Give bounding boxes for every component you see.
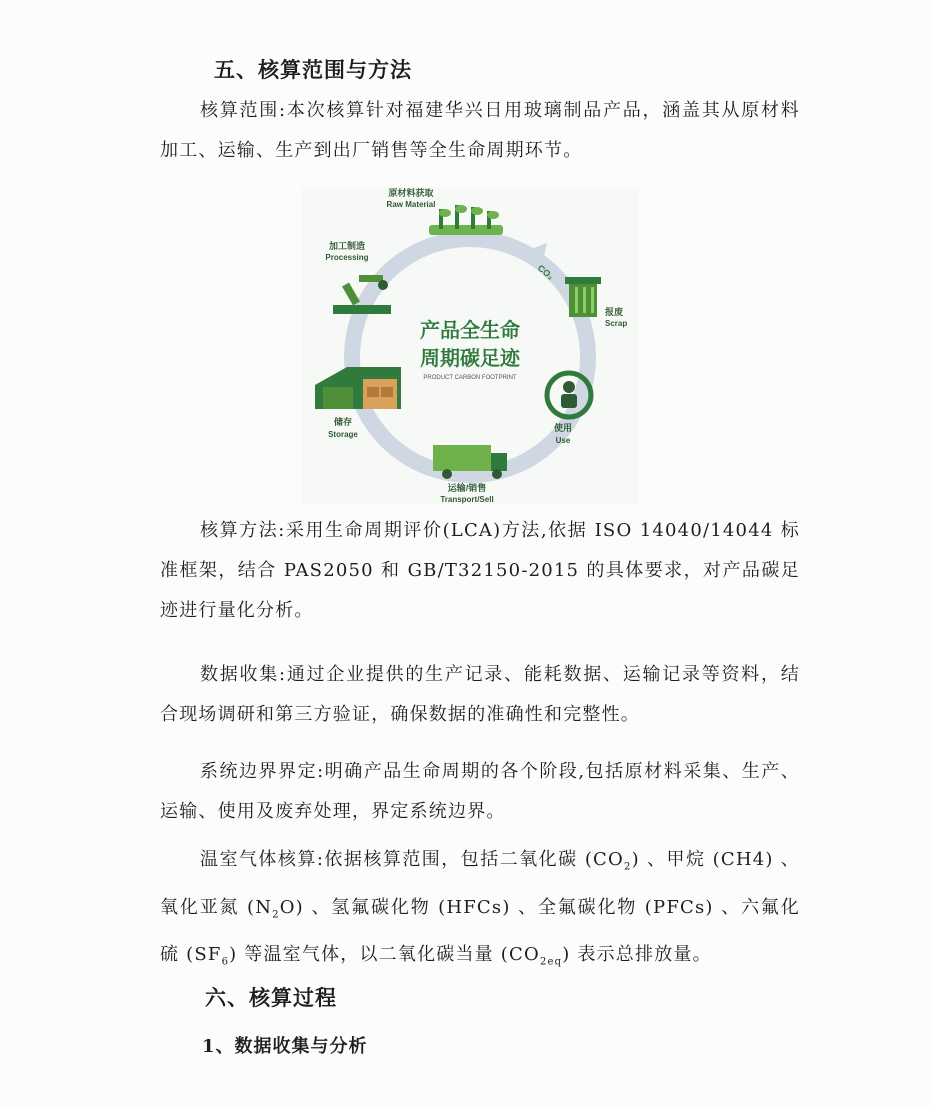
ghg-sub-2: 2 [272,909,280,921]
method-paragraph [160,511,800,631]
carbon-footprint-figure [301,187,639,505]
ghg-text-4: ) 等温室气体，以二氧化碳当量 (CO [229,944,540,966]
ghg-text-5: ) 表示总排放量。 [562,944,712,966]
co2-label: CO₂ [535,262,556,282]
ghg-text-3: O) 、氢氟碳化物 (HFCs) 、全氟碳化物 (PFCs) 、六氟化硫 (SF [160,896,800,966]
center-subtitle: PRODUCT CARBON FOOTPRINT [423,375,517,381]
plants-icon [429,205,503,235]
data-collection-paragraph [160,655,800,735]
scope-paragraph [160,91,800,171]
stage-raw-en: Raw Material [386,200,436,209]
warehouse-icon [315,367,401,409]
stage-raw-zh: 原材料获取 [388,188,434,198]
section-heading-6: 六、核算过程 [205,985,337,1010]
data-label: 数据收集: [200,664,287,685]
section-heading-5: 五、核算范围与方法 [214,57,412,82]
center-title-2: 周期碳足迹 [420,348,520,370]
stage-use-en: Use [555,436,571,445]
scope-text: 本次核算针对福建华兴日用玻璃制品产品，涵盖其从原材料加工、运输、生产到出厂销售等全生命周期环节。 [160,100,800,161]
method-text: 采用生命周期评价(LCA)方法,依据 ISO 14040/14044 标准框架，结合 PAS2050 和 GB/T32150-2015 的具体要求，对产品碳足迹进行量化分析。 [160,520,800,621]
stage-transport-zh: 运输/销售 [447,483,487,493]
stage-transport-en: Transport/Sell [440,495,494,504]
stage-scrap-zh: 报废 [605,307,624,317]
ghg-sub-1: 2 [624,861,632,873]
ghg-sub-3: 6 [221,956,230,968]
stage-storage-zh: 储存 [333,417,353,427]
ghg-sub-4: 2eq [539,956,563,968]
method-label: 核算方法: [200,520,286,541]
center-title-1: 产品全生命 [420,320,520,342]
ghg-text-2: ) 、甲烷 (CH4) 、氧化亚氮 (N [160,849,800,918]
boundary-paragraph [160,752,800,832]
data-text: 通过企业提供的生产记录、能耗数据、运输记录等资料，结合现场调研和第三方验证，确保数据的准确性和完整性。 [160,664,800,725]
ghg-paragraph [160,840,800,983]
subsection-heading-1: 1、数据收集与分析 [202,1036,368,1057]
boundary-text: 明确产品生命周期的各个阶段,包括原材料采集、生产、运输、使用及废弃处理，界定系统边界。 [160,761,800,822]
stage-scrap-en: Scrap [605,319,628,328]
stage-processing-en: Processing [325,253,369,262]
stage-storage-en: Storage [328,430,358,439]
ghg-label: 温室气体核算: [200,849,325,870]
boundary-label: 系统边界界定: [200,761,325,782]
scope-label: 核算范围: [200,100,287,121]
lifecycle-diagram [301,187,639,505]
stage-processing-zh: 加工制造 [328,241,366,251]
trash-bin-icon [565,277,601,317]
stage-use-zh: 使用 [553,423,573,433]
ghg-text-1: 依据核算范围，包括二氧化碳 (CO [324,849,624,870]
